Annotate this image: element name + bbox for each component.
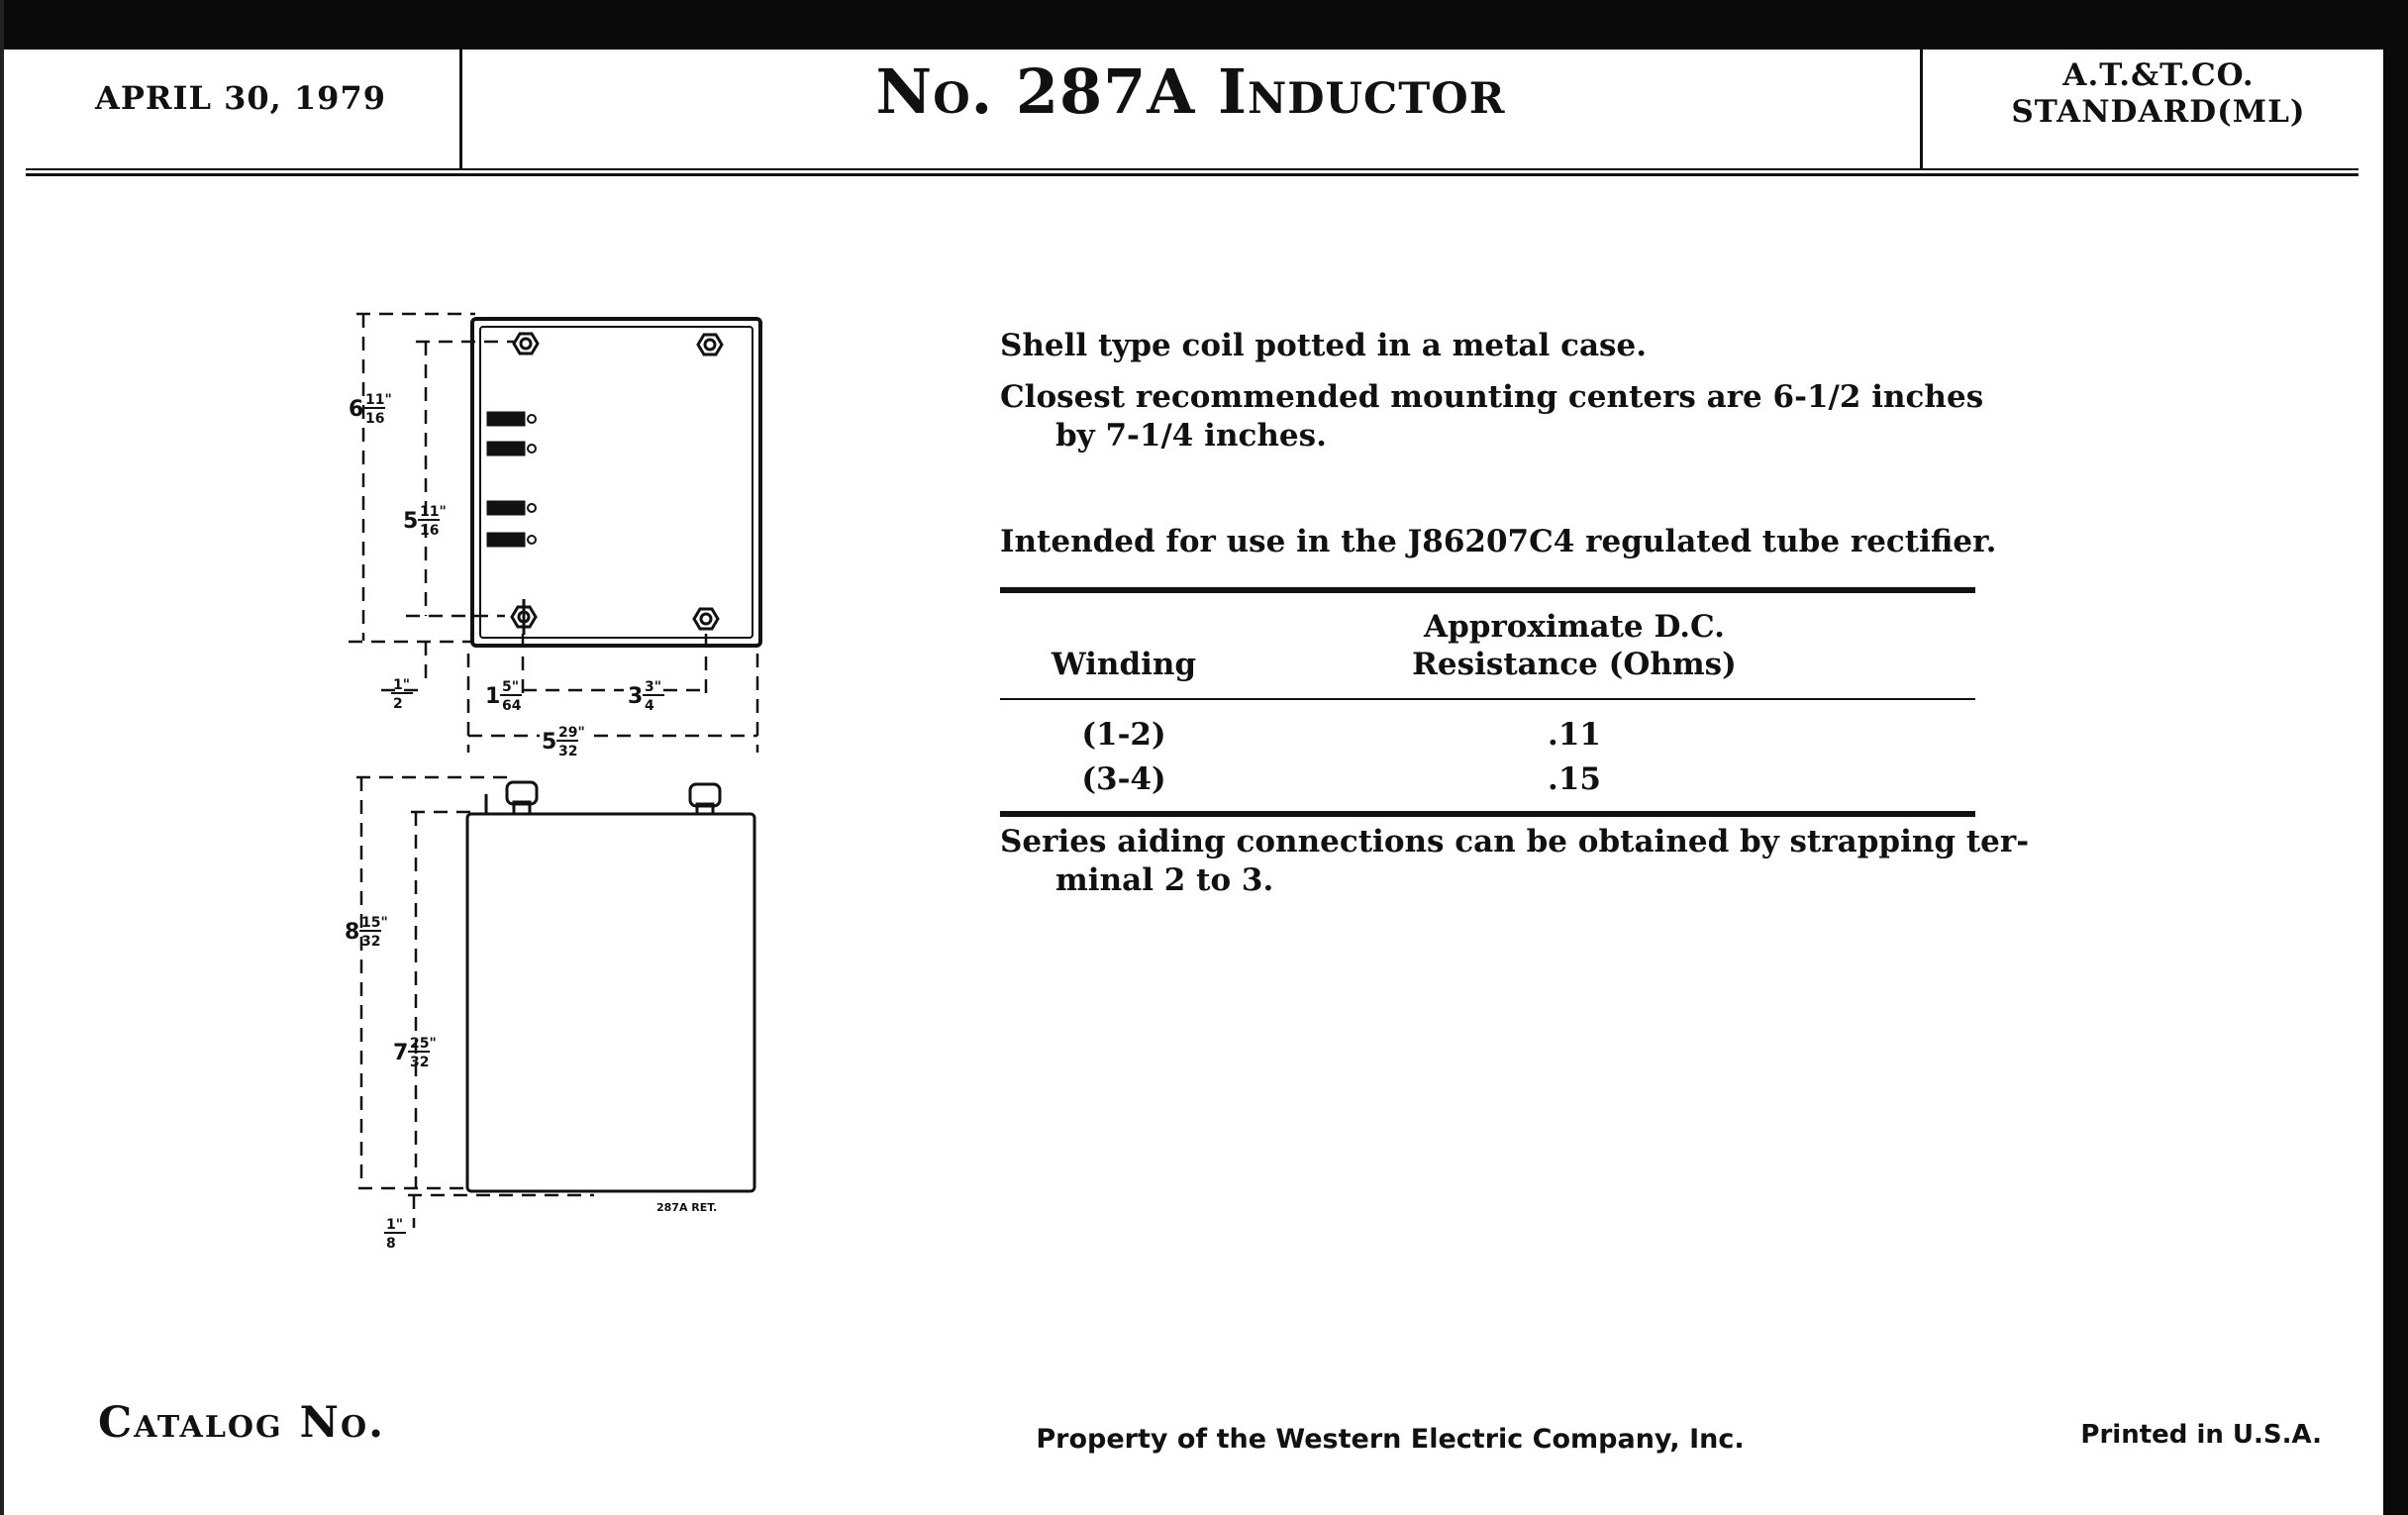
inductor-dimension-drawing <box>0 0 990 1287</box>
column-header-winding: Winding <box>1051 647 1197 682</box>
printed-in-label: Printed in U.S.A. <box>2080 1420 2322 1450</box>
note-line: minal 2 to 3. <box>1055 862 1274 898</box>
table-top-rule <box>1000 587 1975 593</box>
dimension-numerator: 29" <box>558 725 585 741</box>
dimension-whole: 6 <box>349 397 364 422</box>
note-line: Series aiding connections can be obtained by strapping ter- <box>1000 824 2030 859</box>
standard-line-1: A.T.&T.CO. <box>2062 57 2255 93</box>
dimension-denominator: 16 <box>365 411 385 427</box>
dimension-numerator: 1" <box>386 1217 404 1233</box>
terminal-stud-icon <box>690 784 720 814</box>
dimension-denominator: 2 <box>393 696 403 712</box>
dimension-denominator: 32 <box>361 934 381 950</box>
property-notice: Property of the Western Electric Company, Inc. <box>1036 1424 1745 1455</box>
column-header-resistance-2: Resistance (Ohms) <box>1412 647 1737 682</box>
scan-border-right <box>2383 0 2408 1515</box>
dimension-denominator: 64 <box>502 698 522 714</box>
mounting-nut-icon <box>694 609 718 629</box>
dimension-numerator: 3" <box>645 679 662 695</box>
terminal-stud-icon <box>507 782 537 814</box>
dimension-numerator: 11" <box>420 504 447 520</box>
mounting-nut-icon <box>512 599 536 635</box>
resistance-cell: .11 <box>1548 717 1601 753</box>
top-view-case <box>472 319 760 646</box>
issue-date: APRIL 30, 1979 <box>95 79 386 117</box>
terminal-icons <box>488 413 524 546</box>
table-bottom-rule <box>1000 811 1975 817</box>
winding-cell: (3-4) <box>1081 761 1166 797</box>
dimension-denominator: 8 <box>386 1236 396 1252</box>
dimension-overall-height <box>345 915 388 950</box>
dimension-base-offset <box>384 1217 406 1252</box>
dimension-denominator: 32 <box>410 1055 430 1070</box>
winding-cell: (1-2) <box>1081 717 1166 753</box>
column-header-resistance-1: Approximate D.C. <box>1424 609 1725 645</box>
side-view-case <box>467 814 754 1191</box>
header-divider <box>1920 50 1923 170</box>
dimension-whole: 7 <box>393 1041 409 1065</box>
table-header-rule <box>1000 698 1975 700</box>
page-title: No. 287A Inductor <box>875 55 1506 128</box>
catalog-number-label: Catalog No. <box>98 1398 386 1448</box>
dimension-whole: 1 <box>485 684 501 709</box>
dimension-numerator: 5" <box>502 679 520 695</box>
description-line: by 7-1/4 inches. <box>1055 418 1327 454</box>
dimension-numerator: 15" <box>361 915 388 931</box>
dimension-whole: 5 <box>403 509 419 534</box>
table-header <box>1000 609 1975 698</box>
dimension-overall-depth <box>349 392 392 427</box>
dimension-mount-span <box>628 679 664 714</box>
dimension-denominator: 32 <box>558 744 578 759</box>
dimension-whole: 8 <box>345 920 360 945</box>
mounting-nut-icon <box>514 334 538 354</box>
dimension-whole: 5 <box>542 730 557 755</box>
mounting-nut-icon <box>698 335 722 354</box>
description-line: Shell type coil potted in a metal case. <box>1000 328 1648 363</box>
drawing-reference-label: 287A RET. <box>656 1201 718 1214</box>
resistance-cell: .15 <box>1548 761 1601 797</box>
dimension-whole: 3 <box>628 684 644 709</box>
dimension-numerator: 25" <box>410 1036 437 1052</box>
standard-line-2: STANDARD(ML) <box>2011 94 2306 130</box>
dimension-numerator: 1" <box>393 677 411 693</box>
dimension-mount-depth <box>403 504 447 539</box>
dimension-overall-width <box>542 725 585 759</box>
dimension-denominator: 4 <box>645 698 654 714</box>
dimension-mount-left <box>485 679 522 714</box>
dimension-edge-offset <box>391 677 413 712</box>
description-line: Closest recommended mounting centers are 6-1/2 inches <box>1000 379 1984 415</box>
standard-label <box>1926 57 2391 131</box>
description-line: Intended for use in the J86207C4 regulated tube rectifier. <box>1000 524 1997 559</box>
dimension-numerator: 11" <box>365 392 392 408</box>
dimension-denominator: 16 <box>420 523 440 539</box>
